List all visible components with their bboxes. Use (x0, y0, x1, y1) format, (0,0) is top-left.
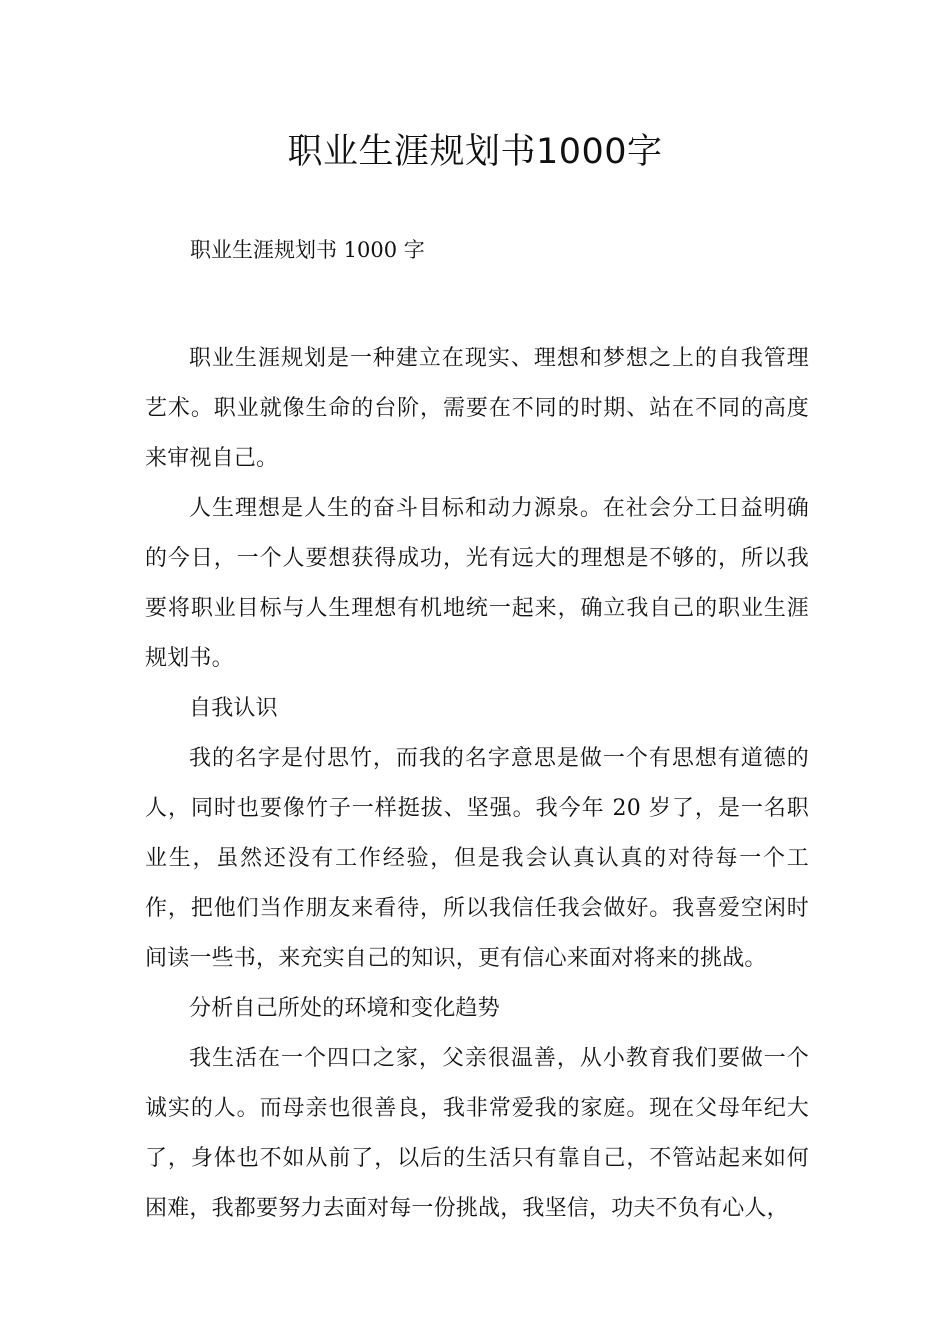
section-heading-self-awareness: 自我认识 (189, 696, 278, 721)
section-heading-environment: 分析自己所处的环境和变化趋势 (189, 996, 500, 1021)
document-subtitle: 职业生涯规划书 1000 字 (190, 238, 425, 262)
page-title: 职业生涯规划书1000字 (287, 132, 663, 172)
paragraph-intro: 职业生涯规划是一种建立在现实、理想和梦想之上的自我管理艺术。职业就像生命的台阶，需要在不同的时期、站在不同的高度来审视自己。 (145, 346, 809, 471)
paragraph-ideal: 人生理想是人生的奋斗目标和动力源泉。在社会分工日益明确的今日，一个人要想获得成功，光有远大的理想是不够的，所以我要将职业目标与人生理想有机地统一起来，确立我自己的职业生涯规划书。 (145, 496, 809, 671)
paragraph-self-awareness: 我的名字是付思竹，而我的名字意思是做一个有思想有道德的人，同时也要像竹子一样挺拔、坚强。我今年 20 岁了，是一名职业生，虽然还没有工作经验，但是我会认真认真的对待每一个工作，把他们当作朋友来看待，所以我信任我会做好。我喜爱空闲时间读一些书，来充实自己的知识，更有信心来面对将来的挑战。 (145, 746, 809, 971)
paragraph-environment: 我生活在一个四口之家，父亲很温善，从小教育我们要做一个诚实的人。而母亲也很善良，我非常爱我的家庭。现在父母年纪大了，身体也不如从前了，以后的生活只有靠自己，不管站起来如何困难，我都要努力去面对每一份挑战，我坚信，功夫不负有心人， (145, 1046, 809, 1221)
document-body (145, 334, 809, 1234)
